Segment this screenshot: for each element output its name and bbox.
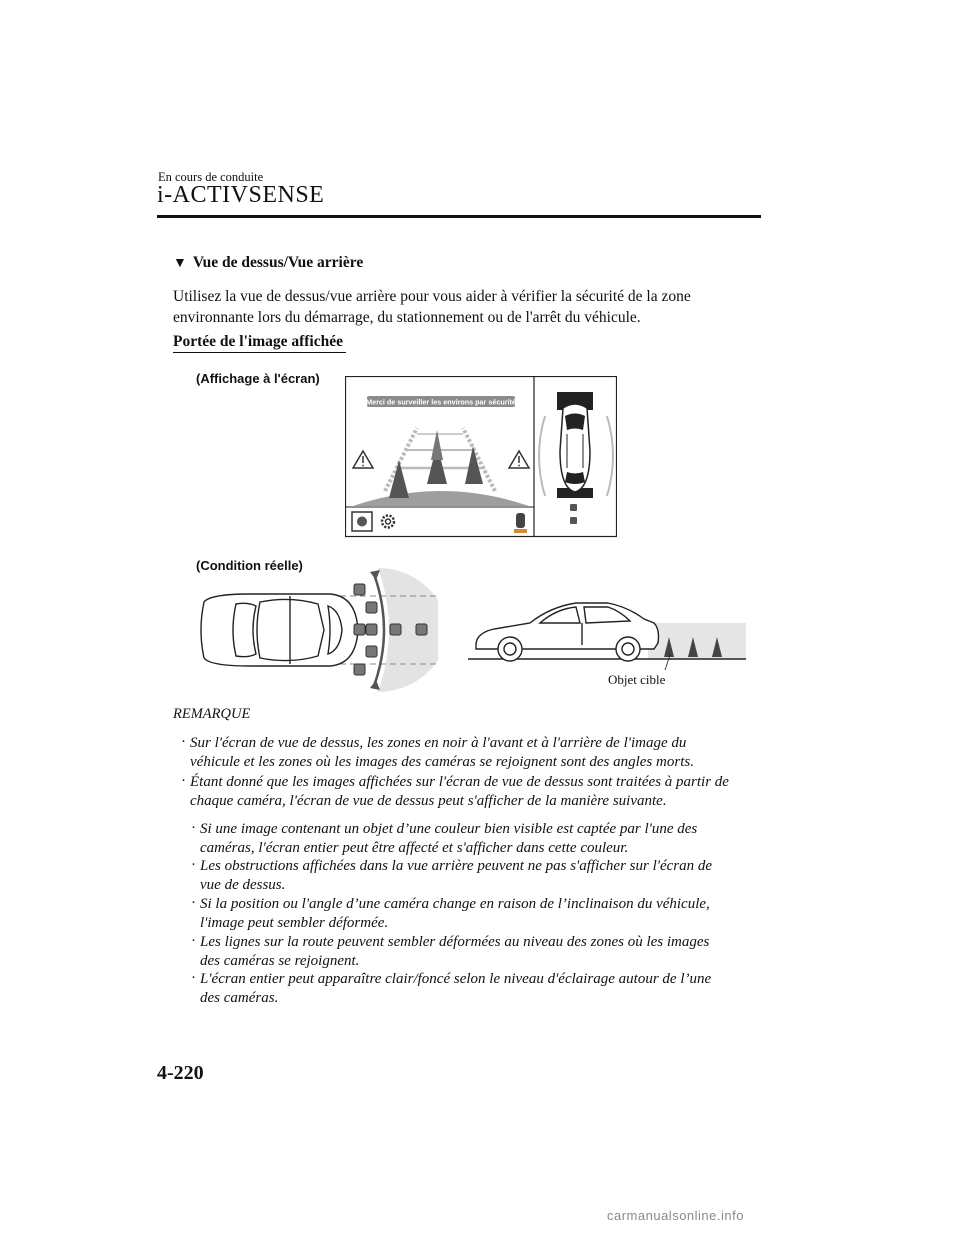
- note-line: Si la position ou l'angle d’une caméra change en raison de l’inclinaison du véhicule,: [200, 896, 710, 912]
- range-title-underline: [173, 352, 346, 353]
- warning-banner-text: Merci de surveiller les environs par sécurité: [366, 397, 516, 407]
- sensor-indicator: [570, 504, 577, 511]
- camera-marker: [366, 646, 377, 657]
- note-line: Les lignes sur la route peuvent sembler déformées au niveau des zones où les images: [200, 934, 710, 950]
- camera-marker: [390, 624, 401, 635]
- triangle-marker-icon: ▼: [173, 256, 187, 271]
- bullet-icon: ·: [191, 895, 196, 911]
- camera-marker: [354, 624, 365, 635]
- note-line: Si une image contenant un objet d’une couleur bien visible est captée par l'une des: [200, 821, 698, 837]
- footer-watermark: carmanualsonline.info: [607, 1208, 744, 1223]
- page-number: 4-220: [157, 1062, 204, 1084]
- target-object-callout: Objet cible: [608, 672, 666, 687]
- note-line: véhicule et les zones où les images des caméras se rejoignent sont des angles morts.: [190, 754, 694, 770]
- note-line: Sur l'écran de vue de dessus, les zones en noir à l'avant et à l'arrière de l'image du: [190, 735, 687, 751]
- chapter-divider: [157, 215, 761, 218]
- bullet-icon: ·: [191, 970, 196, 986]
- view-toggle-icon-glyph: [357, 517, 367, 527]
- bullet-icon: ·: [191, 933, 196, 949]
- bullet-icon: ·: [191, 820, 196, 836]
- intro-line: Utilisez la vue de dessus/vue arrière pour vous aider à vérifier la sécurité de la zone: [173, 288, 691, 305]
- bullet-icon: ·: [181, 734, 186, 750]
- range-title: Portée de l'image affichée: [173, 333, 343, 350]
- note-line: l'image peut sembler déformée.: [200, 915, 389, 931]
- screen-display-illustration: [345, 376, 617, 538]
- sub-note-bullet: [191, 970, 750, 1008]
- note-line: Étant donné que les images affichées sur l'écran de vue de dessus sont traitées à partir de: [190, 774, 729, 790]
- camera-marker: [366, 602, 377, 613]
- section-heading-text: Vue de dessus/Vue arrière: [192, 254, 364, 271]
- camera-marker: [354, 664, 365, 675]
- camera-marker: [416, 624, 427, 635]
- side-view-car: [476, 603, 659, 661]
- sub-note-bullet: [191, 820, 750, 858]
- sensor-indicator: [570, 517, 577, 524]
- intro-line: environnante lors du démarrage, du stationnement ou de l'arrêt du véhicule.: [173, 309, 641, 326]
- note-bullet: [181, 773, 760, 811]
- real-top-view-illustration: [190, 560, 440, 698]
- section-label: En cours de conduite: [158, 170, 264, 184]
- sub-note-bullet: [191, 857, 750, 895]
- top-view-car: [560, 404, 590, 492]
- sub-note-bullet: [191, 933, 750, 971]
- arrow-head-icon: [370, 680, 380, 690]
- section-heading: [173, 254, 363, 272]
- note-line: Les obstructions affichées dans la vue arrière peuvent ne pas s'afficher sur l'écran de: [200, 858, 713, 874]
- chapter-title: i-ACTIVSENSE: [157, 182, 325, 208]
- note-line: L'écran entier peut apparaître clair/foncé selon le niveau d'éclairage autour de l’une: [200, 971, 712, 987]
- note-line: vue de dessus.: [200, 877, 286, 893]
- note-line: chaque caméra, l'écran de vue de dessus peut s'afficher de la manière suivante.: [190, 793, 667, 809]
- real-side-view-illustration: [468, 595, 768, 670]
- note-line: des caméras se rejoignent.: [200, 953, 360, 969]
- top-view-car: [201, 594, 358, 666]
- note-line: des caméras.: [200, 990, 279, 1006]
- bullet-icon: ·: [181, 773, 186, 789]
- note-title: REMARQUE: [173, 706, 251, 722]
- camera-marker: [366, 624, 377, 635]
- note-line: caméras, l'écran entier peut être affecté et s'afficher dans cette couleur.: [200, 840, 629, 856]
- arrow-head-icon: [370, 570, 380, 580]
- bullet-icon: ·: [191, 857, 196, 873]
- sub-note-bullet: [191, 895, 750, 933]
- camera-marker: [354, 584, 365, 595]
- intro-paragraph: [173, 286, 753, 328]
- note-bullet: [181, 734, 750, 772]
- screen-display-label: (Affichage à l'écran): [196, 371, 320, 386]
- real-condition-label: (Condition réelle): [196, 558, 303, 573]
- rear-camera-area: [378, 568, 438, 692]
